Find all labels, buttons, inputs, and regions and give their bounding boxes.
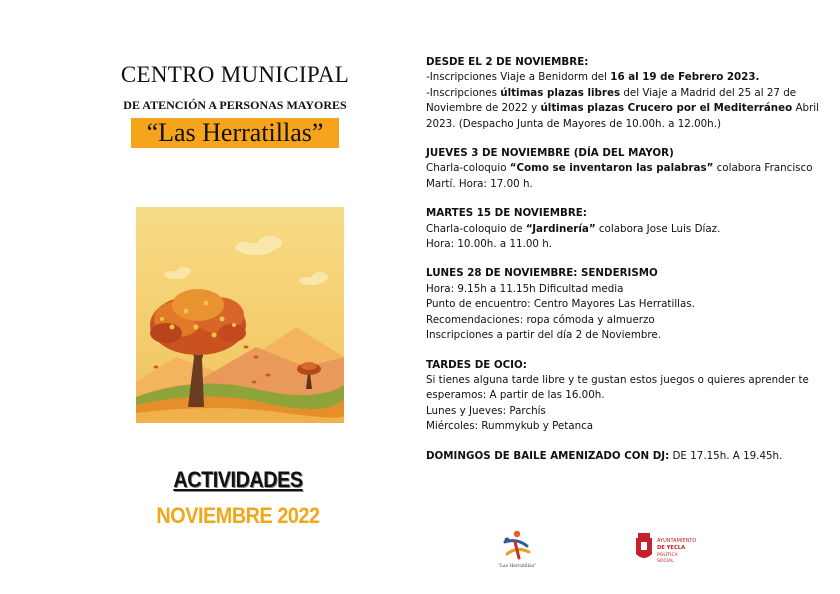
- logo-caption: "Las Herratillas": [497, 564, 537, 569]
- ayto-line1: AYUNTAMIENTO: [657, 538, 697, 544]
- las-herratillas-logo: [497, 528, 537, 572]
- text: Charla-coloquio de: [426, 222, 526, 235]
- autumn-tree-illustration: [136, 207, 344, 423]
- text: DE 17.15h. A 19.45h.: [669, 449, 783, 462]
- event-heading: DOMINGOS DE BAILE AMENIZADO CON DJ:: [426, 449, 670, 462]
- text-bold: “Como se inventaron las palabras”: [509, 162, 714, 175]
- title-subtitle: DE ATENCIÓN A PERSONAS MAYORES: [123, 98, 347, 112]
- event-line: Miércoles: Rummykub y Petanca: [426, 420, 594, 433]
- text-bold: “Jardinería”: [525, 222, 596, 235]
- events-list: [426, 55, 826, 464]
- event-heading: TARDES DE OCIO:: [426, 358, 527, 371]
- event-heading: MARTES 15 DE NOVIEMBRE:: [426, 207, 587, 220]
- event-heading: JUEVES 3 DE NOVIEMBRE (DÍA DEL MAYOR): [426, 147, 674, 160]
- event-line: Punto de encuentro: Centro Mayores Las Herratillas.: [426, 298, 695, 311]
- event-heading: LUNES 28 DE NOVIEMBRE: SENDERISMO: [426, 267, 658, 280]
- event-line: [426, 86, 826, 132]
- ayto-line2: DE YECLA: [657, 545, 686, 551]
- title-las-herratillas: “Las Herratillas”: [146, 118, 324, 147]
- text: Abril 2023. (Despacho Junta de Mayores de 10.00h. a 12.00h.): [426, 102, 820, 130]
- event-line: [426, 161, 826, 192]
- text-bold: últimas plazas libres: [500, 86, 621, 99]
- text: -Inscripciones Viaje a Benidorm del: [426, 71, 611, 84]
- text: del Viaje a Madrid del 25 al 27 de Noviembre de 2022 y: [426, 86, 797, 115]
- event-line: Si tienes alguna tarde libre y te gustan estos juegos o quieres aprender te esperamos: A partir de las 16.00h.: [426, 373, 809, 402]
- text: colabora Jose Luis Díaz.: [595, 222, 721, 235]
- event-line: [426, 70, 826, 85]
- text: Charla-coloquio: [426, 162, 510, 175]
- title-highlight-box: [131, 118, 339, 148]
- event-line: Hora: 10.00h. a 11.00 h.: [426, 238, 553, 251]
- text: colabora Francisco Martí. Hora: 17.00 h.: [426, 162, 813, 190]
- event-line: Recomendaciones: ropa cómoda y almuerzo: [426, 313, 655, 326]
- event-line: Lunes y Jueves: Parchís: [426, 404, 546, 417]
- month-heading: NOVIEMBRE 2022: [156, 503, 320, 528]
- text-bold: 16 al 19 de Febrero 2023.: [610, 71, 760, 84]
- event-line: [426, 449, 826, 464]
- event-heading: DESDE EL 2 DE NOVIEMBRE:: [426, 56, 589, 68]
- ayto-line3: POLÍTICA: [657, 553, 678, 558]
- ayto-line4: SOCIAL: [657, 559, 674, 564]
- title-centro-municipal: CENTRO MUNICIPAL: [120, 62, 350, 87]
- event-line: Hora: 9.15h a 11.15h Dificultad media: [426, 282, 624, 295]
- ayuntamiento-yecla-logo: [634, 530, 714, 568]
- event-line: Inscripciones a partir del día 2 de Noviembre.: [426, 329, 662, 342]
- event-line: [426, 222, 826, 237]
- text-bold: últimas plazas Crucero por el Mediterráneo: [540, 102, 793, 115]
- text: -Inscripciones: [426, 86, 501, 99]
- activities-heading: ACTIVIDADES: [173, 467, 303, 492]
